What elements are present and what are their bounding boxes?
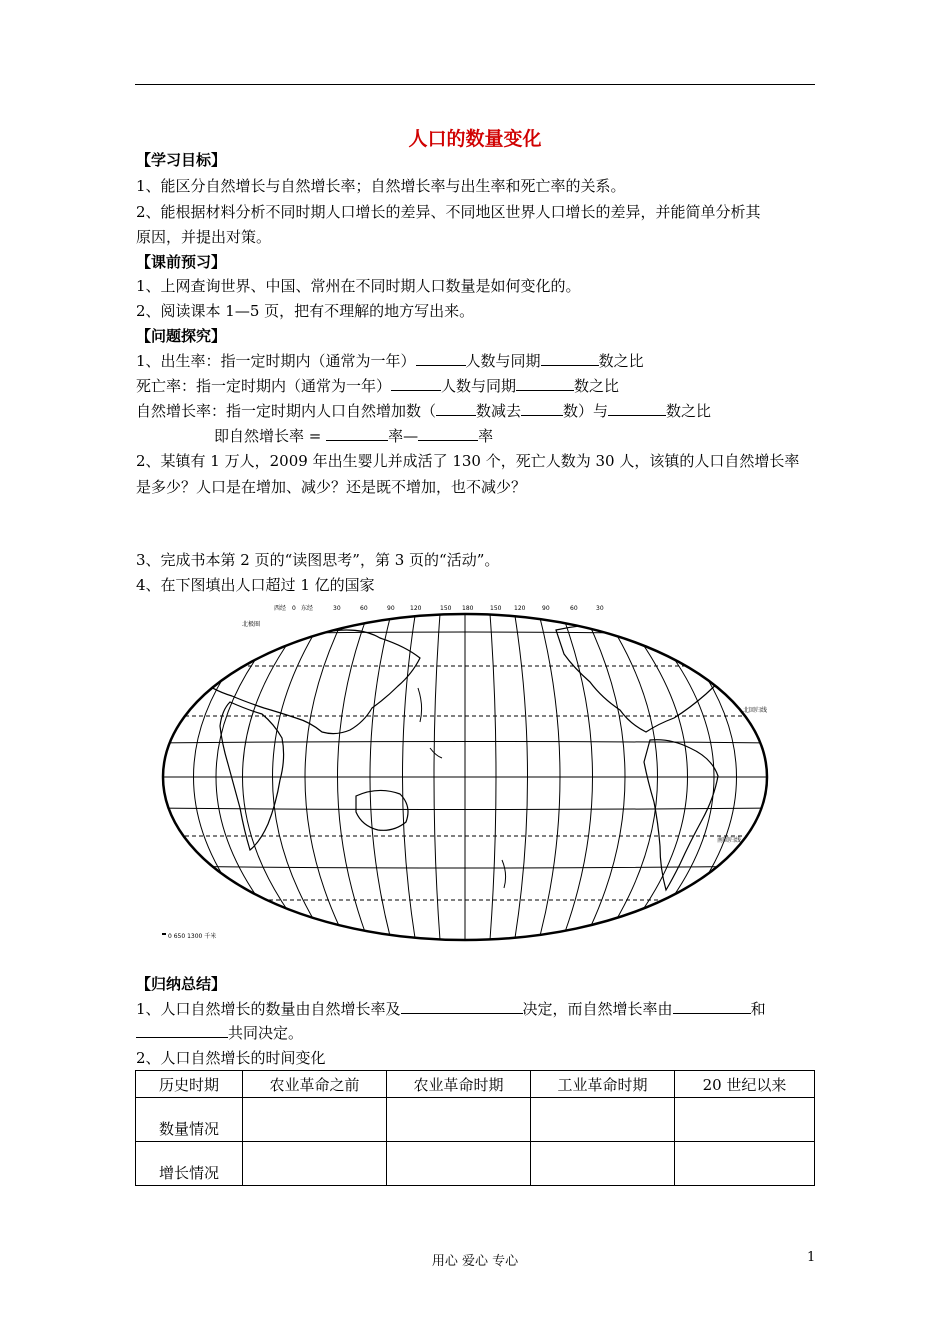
summary-1-text-d: 共同决定。 — [228, 1024, 304, 1042]
map-label-top-1: 西经 — [274, 605, 287, 612]
map-label-top-7: 120 — [410, 605, 422, 612]
formula-text-a: 即自然增长率 = — [214, 427, 322, 445]
inquiry-heading: 【问题探究】 — [136, 327, 227, 345]
blank-field[interactable] — [416, 351, 466, 366]
death-rate-text-a: 死亡率：指一定时期内（通常为一年） — [136, 377, 392, 395]
summary-1-text-a: 1、人口自然增长的数量由自然增长率及 — [136, 1000, 401, 1018]
blank-field[interactable] — [136, 1023, 228, 1038]
table-cell[interactable] — [675, 1098, 815, 1142]
map-scale-label: 0 650 1300 千米 — [168, 933, 217, 940]
birth-rate-text-c: 数之比 — [598, 352, 644, 370]
preview-1: 1、上网查询世界、中国、常州在不同时期人口数量是如何变化的。 — [136, 277, 581, 295]
table-header-cell: 农业革命之前 — [243, 1071, 387, 1098]
growth-rate-line — [136, 401, 711, 421]
table-header-row — [136, 1071, 815, 1098]
question-2b: 是多少？人口是在增加、减少？还是既不增加，也不减少？ — [136, 478, 527, 496]
table-cell[interactable] — [387, 1142, 531, 1186]
summary-1-line-b — [136, 1023, 303, 1043]
birth-rate-text-a: 1、出生率：指一定时期内（通常为一年） — [136, 352, 416, 370]
growth-rate-text-a: 自然增长率：指一定时期内人口自然增加数（ — [136, 402, 437, 420]
tropic-north-label: 北回归线 — [743, 707, 768, 714]
blank-field[interactable] — [521, 401, 563, 416]
birth-rate-line — [136, 351, 644, 371]
history-table — [135, 1070, 815, 1186]
birth-rate-text-b: 人数与同期 — [465, 352, 541, 370]
map-label-top-12: 90 — [542, 605, 550, 612]
preview-heading: 【课前预习】 — [136, 253, 227, 271]
blank-field[interactable] — [436, 401, 476, 416]
map-label-top-4: 30 — [333, 605, 341, 612]
map-label-top-13: 60 — [570, 605, 578, 612]
death-rate-line — [136, 376, 619, 396]
table-cell[interactable] — [675, 1142, 815, 1186]
table-row — [136, 1142, 815, 1186]
table-row-label: 数量情况 — [136, 1098, 243, 1142]
header-rule — [135, 84, 815, 85]
objective-2b: 原因，并提出对策。 — [136, 228, 272, 246]
blank-field[interactable] — [401, 999, 523, 1014]
preview-2: 2、阅读课本 1—5 页，把有不理解的地方写出来。 — [136, 302, 475, 320]
objective-2a: 2、能根据材料分析不同时期人口增长的差异、不同地区世界人口增长的差异，并能简单分析其 — [136, 203, 761, 221]
table-cell[interactable] — [531, 1098, 675, 1142]
table-header-cell: 历史时期 — [136, 1071, 243, 1098]
growth-rate-text-c: 数）与 — [563, 402, 609, 420]
summary-1-text-b: 决定，而自然增长率由 — [522, 1000, 673, 1018]
table-cell[interactable] — [531, 1142, 675, 1186]
table-cell[interactable] — [387, 1098, 531, 1142]
arctic-circle-label: 北极圈 — [242, 621, 261, 628]
map-label-top-6: 90 — [387, 605, 395, 612]
growth-rate-text-d: 数之比 — [666, 402, 712, 420]
blank-field[interactable] — [326, 426, 388, 441]
world-map — [150, 598, 780, 952]
formula-text-c: 率 — [478, 427, 494, 445]
objective-1: 1、能区分自然增长与自然增长率；自然增长率与出生率和死亡率的关系。 — [136, 177, 626, 195]
blank-field[interactable] — [541, 351, 599, 366]
table-row — [136, 1098, 815, 1142]
page-footer: 用心 爱心 专心 — [431, 1254, 519, 1269]
blank-field[interactable] — [673, 999, 751, 1014]
page-number: 1 — [807, 1250, 816, 1265]
map-label-top-8: 150 — [440, 605, 452, 612]
map-label-top-10: 150 — [490, 605, 502, 612]
summary-1-line — [136, 999, 766, 1019]
blank-field[interactable] — [608, 401, 666, 416]
map-label-top-5: 60 — [360, 605, 368, 612]
blank-field[interactable] — [391, 376, 441, 391]
summary-1-text-c: 和 — [750, 1000, 766, 1018]
map-label-top-3: 东经 — [301, 605, 314, 612]
table-row-label: 增长情况 — [136, 1142, 243, 1186]
blank-field[interactable] — [418, 426, 478, 441]
question-2a: 2、某镇有 1 万人，2009 年出生婴儿并成活了 130 个，死亡人数为 30 人，该镇的人口自然增长率 — [136, 452, 800, 470]
map-label-top-9: 180 — [462, 605, 474, 612]
page-title: 人口的数量变化 — [408, 128, 542, 150]
table-header-cell: 农业革命时期 — [387, 1071, 531, 1098]
death-rate-text-b: 人数与同期 — [441, 377, 517, 395]
formula-text-b: 率— — [388, 427, 419, 445]
table-header-cell: 20 世纪以来 — [675, 1071, 815, 1098]
map-label-top-11: 120 — [514, 605, 526, 612]
formula-line — [214, 426, 493, 446]
question-3: 3、完成书本第 2 页的“读图思考”，第 3 页的“活动”。 — [136, 551, 500, 569]
question-4: 4、在下图填出人口超过 1 亿的国家 — [136, 576, 375, 594]
growth-rate-text-b: 数减去 — [476, 402, 522, 420]
summary-2: 2、人口自然增长的时间变化 — [136, 1049, 326, 1067]
tropic-south-label: 南回归线 — [717, 837, 742, 844]
map-label-top-2: 0 — [292, 605, 296, 612]
blank-field[interactable] — [516, 376, 574, 391]
death-rate-text-c: 数之比 — [574, 377, 620, 395]
table-cell[interactable] — [243, 1142, 387, 1186]
table-header-cell: 工业革命时期 — [531, 1071, 675, 1098]
summary-heading: 【归纳总结】 — [136, 975, 227, 993]
map-label-top-14: 30 — [596, 605, 604, 612]
table-cell[interactable] — [243, 1098, 387, 1142]
objectives-heading: 【学习目标】 — [136, 151, 227, 169]
